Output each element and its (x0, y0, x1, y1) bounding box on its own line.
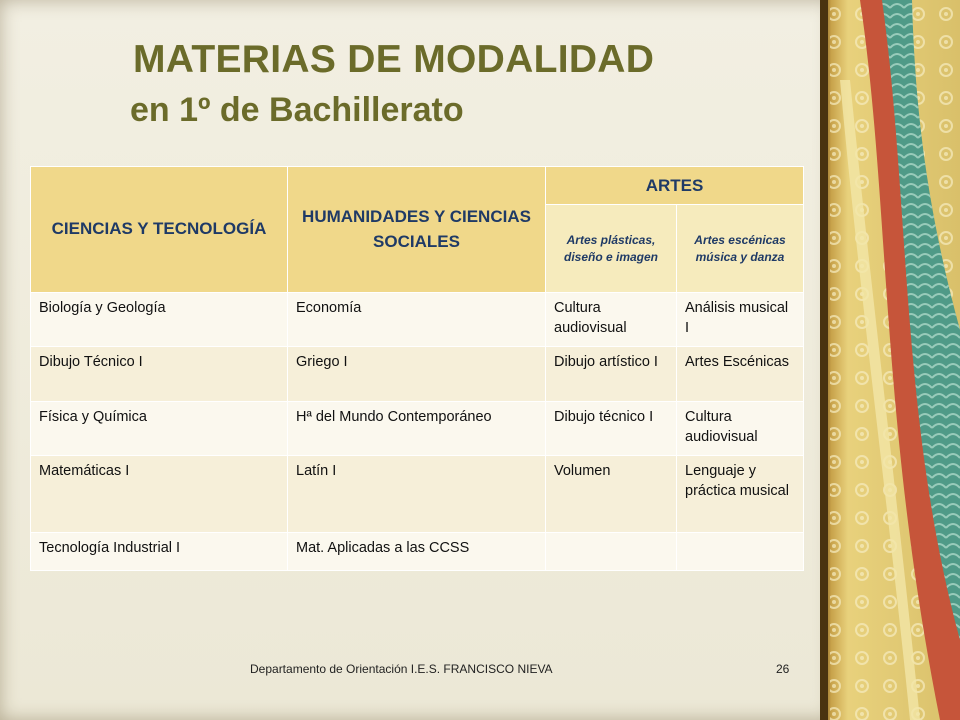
table-cell: Artes Escénicas (677, 347, 804, 402)
table-cell: Hª del Mundo Contemporáneo (288, 402, 546, 456)
page-subtitle: en 1º de Bachillerato (130, 91, 464, 129)
table-cell: Dibujo técnico I (546, 402, 677, 456)
table-cell: Economía (288, 293, 546, 347)
header-ciencias: CIENCIAS Y TECNOLOGÍA (31, 167, 288, 293)
table-cell (677, 533, 804, 571)
table-cell: Lenguaje y práctica musical (677, 456, 804, 533)
header-artes: ARTES (546, 167, 804, 205)
header-artes-plasticas: Artes plásticas, diseño e imagen (546, 205, 677, 293)
table-row (31, 456, 804, 533)
table-cell: Matemáticas I (31, 456, 288, 533)
table-row (31, 293, 804, 347)
table-cell: Volumen (546, 456, 677, 533)
table-row (31, 347, 804, 402)
table-header-row (31, 167, 804, 205)
table-cell: Dibujo Técnico I (31, 347, 288, 402)
decorative-pattern-icon (820, 0, 960, 720)
table-cell: Mat. Aplicadas a las CCSS (288, 533, 546, 571)
page-number: 26 (776, 662, 790, 676)
table-cell: Física y Química (31, 402, 288, 456)
table-cell (546, 533, 677, 571)
decorative-border (820, 0, 960, 720)
table-cell: Tecnología Industrial I (31, 533, 288, 571)
subjects-table (30, 166, 804, 571)
table-cell: Cultura audiovisual (546, 293, 677, 347)
header-artes-escenicas: Artes escénicas música y danza (677, 205, 804, 293)
footer-text: Departamento de Orientación I.E.S. FRANCISCO NIEVA (250, 662, 553, 676)
table-cell: Dibujo artístico I (546, 347, 677, 402)
table-cell: Biología y Geología (31, 293, 288, 347)
table-cell: Latín I (288, 456, 546, 533)
table-row (31, 402, 804, 456)
page-title: MATERIAS DE MODALIDAD (133, 38, 655, 81)
table-row (31, 533, 804, 571)
table-cell: Griego I (288, 347, 546, 402)
header-humanidades: HUMANIDADES Y CIENCIAS SOCIALES (288, 167, 546, 293)
table-cell: Análisis musical I (677, 293, 804, 347)
table-cell: Cultura audiovisual (677, 402, 804, 456)
